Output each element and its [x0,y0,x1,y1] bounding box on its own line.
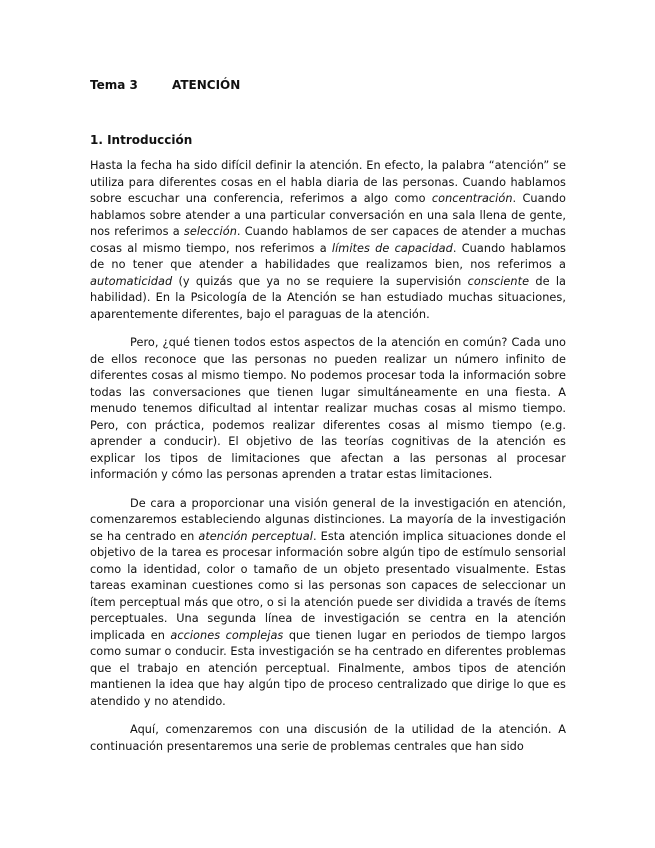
paragraph-1-text: Hasta la fecha ha sido difícil definir la atención. En efecto, la palabra “atención” se utiliza para diferentes cosas en el habla diaria de las personas. Cuando hablamos sobre escuchar una conferencia, referimos a algo como [90,159,566,205]
emphasis-concentracion: concentración [431,192,513,205]
chapter-heading [90,76,566,94]
section-title: 1. Introducción [90,133,193,147]
paragraph-1-text: . Cuando hablamos de no tener que atender a habilidades que realizamos bien, nos referimos a [90,241,566,271]
paragraph-3-text: . Esta atención implica situaciones donde el objetivo de la tarea es procesar información sobre algún tipo de estímulo sensorial como la identidad, color o tamaño de un objeto presentado visualmente. Estas tareas examinan cuestiones como si las personas son capaces de seleccionar un ítem perceptual más que otro, o si la atención puede ser dividida a través de ítems perceptuales. Una segunda línea de investigación se centra en la atención implicada en [90,529,566,642]
emphasis-atencion-perceptual: atención perceptual [198,529,313,543]
emphasis-automaticidad: automaticidad [90,274,173,288]
paragraph-3-text: De cara a proporcionar una visión general de la investigación en atención, comenzaremos estableciendo algunas distinciones. La mayoría de la investigación se ha centrado en [90,496,566,543]
paragraph-1-text: de la habilidad). En la Psicología de la Atención se han estudiado muchas situaciones, aparentemente diferentes, bajo el paraguas de la atención. [90,274,566,321]
emphasis-acciones-complejas: acciones complejas [170,628,284,642]
chapter-number: Tema 3 [90,78,138,92]
paragraph-3-text: que tienen lugar en periodos de tiempo largos como sumar o conducir. Esta investigación se ha centrado en diferentes problemas que el trabajo en atención perceptual. Finalmente, ambos tipos de atención mantienen la idea que hay algún tipo de proceso centralizado que dirige lo que es atendido y no atendido. [90,628,566,708]
paragraph-1-text: . Cuando hablamos sobre atender a una particular conversación en una sala llena de gente, nos referimos a [90,192,566,238]
emphasis-limites: límites de capacidad [331,241,453,255]
emphasis-consciente: consciente [467,274,530,288]
paragraph-2: Pero, ¿qué tienen todos estos aspectos de la atención en común? Cada uno de ellos reconoce que las personas no pueden realizar un número infinito de diferentes cosas al mismo tiempo. No podemos procesar toda la información sobre todas las conversaciones que tienen lugar simultáneamente en una fiesta. A menudo tenemos dificultad al intentar realizar muchas cosas al mismo tiempo. Pero, con práctica, podemos realizar diferentes cosas al mismo tiempo (e.g. aprender a conducir). El objetivo de las teorías cognitivas de la atención es explicar los tipos de limitaciones que afectan a las personas al procesar información y cómo las personas aprenden a tratar estas limitaciones. [90,336,566,481]
chapter-title: ATENCIÓN [172,78,241,92]
paragraph-1-text: . Cuando hablamos de ser capaces de atender a muchas cosas al mismo tiempo, nos referimos a [90,225,566,255]
paragraph-1 [90,158,566,323]
paragraph-1-text: (y quizás que ya no se requiere la supervisión [172,274,468,288]
paragraph-4: Aquí, comenzaremos con una discusión de la utilidad de la atención. A continuación presentaremos una serie de problemas centrales que han sido [90,723,566,753]
paragraph-3 [90,496,566,711]
emphasis-seleccion: selección [183,225,237,238]
